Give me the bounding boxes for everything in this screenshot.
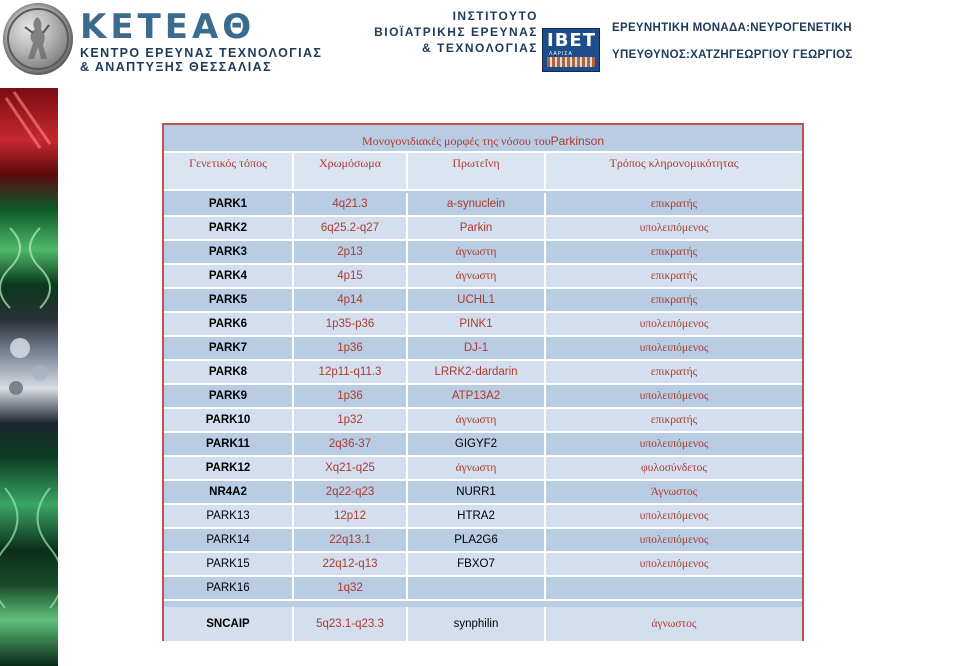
table-row [164,409,802,433]
chromosome-cell: 4q21.3 [294,193,408,215]
chromosome-cell: 22q13.1 [294,529,408,551]
chromosome-cell: 12p12 [294,505,408,527]
locus-cell: PARK5 [164,289,294,311]
ibet-logo-subtext: ΛΑΡΙΣΑ [549,51,573,57]
chromosome-cell: 1p36 [294,385,408,407]
table-row [164,265,802,289]
chromosome-cell: 22q12-q13 [294,553,408,575]
org-name-line-2: & ΑΝΑΠΤΥΞΗΣ ΘΕΣΣΑΛΙΑΣ [80,60,272,74]
protein-cell: HTRA2 [408,505,546,527]
research-unit: ΕΡΕΥΝΗΤΙΚΗ ΜΟΝΑΔΑ:ΝΕΥΡΟΓΕΝΕΤΙΚΗ [612,22,852,34]
protein-cell: FBXO7 [408,553,546,575]
table-row [164,553,802,577]
locus-cell: PARK7 [164,337,294,359]
chromosome-cell: 4p14 [294,289,408,311]
table-row [164,607,802,641]
chromosome-cell: 12p11-q11.3 [294,361,408,383]
table-row [164,385,802,409]
ibet-logo [542,28,600,72]
table-header-row [164,151,802,191]
table-row [164,577,802,601]
table-row [164,481,802,505]
inheritance-cell: υπολειπόμενος [639,318,709,330]
ancient-coin-logo [3,3,73,75]
inheritance-cell: επικρατής [650,246,698,258]
protein-cell: UCHL1 [408,289,546,311]
protein-cell: GIGYF2 [408,433,546,455]
protein-cell [408,577,546,599]
chromosome-cell: 2p13 [294,241,408,263]
table-row [164,505,802,529]
locus-cell: PARK6 [164,313,294,335]
inheritance-cell: υπολειπόμενος [639,222,709,234]
institute-line-2: ΒΙΟΪΑΤΡΙΚΗΣ ΕΡΕΥΝΑΣ [374,25,538,39]
inheritance-cell: επικρατής [650,270,698,282]
protein-cell: Parkin [408,217,546,239]
table-row [164,289,802,313]
inheritance-cell: επικρατής [650,294,698,306]
locus-cell: PARK9 [164,385,294,407]
table-row [164,457,802,481]
inheritance-cell: φυλοσύνδετος [641,462,707,474]
locus-cell: PARK12 [164,457,294,479]
column-header-inheritance: Τρόπος κληρονομικότητας [609,156,739,170]
protein-cell: NURR1 [408,481,546,503]
inheritance-cell: Άγνωστος [650,486,698,498]
table-row [164,337,802,361]
table-row [164,529,802,553]
locus-cell: PARK15 [164,553,294,575]
locus-cell: PARK1 [164,193,294,215]
table-title-text: Μονογονιδιακές μορφές της νόσου του [361,133,551,148]
protein-cell: άγνωστη [408,241,546,263]
table-row [164,217,802,241]
protein-cell: άγνωστη [408,409,546,431]
protein-cell: ATP13A2 [408,385,546,407]
chromosome-cell: 6q25.2-q27 [294,217,408,239]
table-row [164,241,802,265]
protein-cell: άγνωστη [408,457,546,479]
chromosome-cell: 1p35-p36 [294,313,408,335]
protein-cell: PLA2G6 [408,529,546,551]
locus-cell: PARK16 [164,577,294,599]
table-title [164,132,802,150]
chromosome-cell: 1p36 [294,337,408,359]
protein-cell: PINK1 [408,313,546,335]
org-name-line-1: ΚΕΝΤΡΟ ΕΡΕΥΝΑΣ ΤΕΧΝΟΛΟΓΙΑΣ [80,46,323,60]
inheritance-cell: υπολειπόμενος [639,390,709,402]
locus-cell: SNCAIP [164,607,294,641]
institute-name [360,8,538,56]
chromosome-cell: 4p15 [294,265,408,287]
inheritance-cell: υπολειπόμενος [639,510,709,522]
page-header [0,0,960,80]
inheritance-cell: υπολειπόμενος [639,534,709,546]
column-header-protein: Πρωτεΐνη [408,153,546,189]
locus-cell: PARK14 [164,529,294,551]
inheritance-cell: υπολειπόμενος [639,558,709,570]
table-title-disease: Parkinson [550,134,605,148]
inheritance-cell [546,577,802,599]
locus-cell: PARK2 [164,217,294,239]
decorative-image-strip [0,88,58,666]
ibet-logo-text: IBET [547,30,596,51]
inheritance-cell: άγνωστος [651,618,697,630]
coin-figure-icon [3,3,73,75]
keteath-logo: ΚΕΤΕΑΘ [80,7,256,47]
parkinson-table-panel [162,123,804,641]
chromosome-cell: Xq21-q25 [294,457,408,479]
inheritance-cell: υπολειπόμενος [639,342,709,354]
column-header-locus: Γενετικός τόπος [164,153,294,189]
table-row [164,433,802,457]
table-row [164,193,802,217]
dna-helix-icon [547,57,595,67]
inheritance-cell: υπολειπόμενος [639,438,709,450]
table-row [164,361,802,385]
chromosome-cell: 5q23.1-q23.3 [294,607,408,641]
inheritance-cell: επικρατής [650,198,698,210]
locus-cell: PARK11 [164,433,294,455]
protein-cell: synphilin [408,607,546,641]
locus-cell: PARK4 [164,265,294,287]
institute-line-3: & ΤΕΧΝΟΛΟΓΙΑΣ [422,41,538,55]
chromosome-cell: 2q36-37 [294,433,408,455]
table-row [164,313,802,337]
chromosome-cell: 1q32 [294,577,408,599]
unit-head: ΥΠΕΥΘΥΝΟΣ:ΧΑΤΖΗΓΕΩΡΓΙΟΥ ΓΕΩΡΓΙΟΣ [612,49,853,61]
locus-cell: PARK13 [164,505,294,527]
protein-cell: LRRK2-dardarin [408,361,546,383]
institute-line-1: ΙΝΣΤΙΤΟΥΤΟ [452,9,538,23]
inheritance-cell: επικρατής [650,414,698,426]
inheritance-cell: επικρατής [650,366,698,378]
protein-cell: άγνωστη [408,265,546,287]
column-header-chromosome: Χρωμόσωμα [294,153,408,189]
science-collage-icon [0,88,58,666]
protein-cell: DJ-1 [408,337,546,359]
chromosome-cell: 1p32 [294,409,408,431]
locus-cell: PARK8 [164,361,294,383]
locus-cell: NR4A2 [164,481,294,503]
protein-cell: a-synuclein [408,193,546,215]
locus-cell: PARK3 [164,241,294,263]
locus-cell: PARK10 [164,409,294,431]
chromosome-cell: 2q22-q23 [294,481,408,503]
